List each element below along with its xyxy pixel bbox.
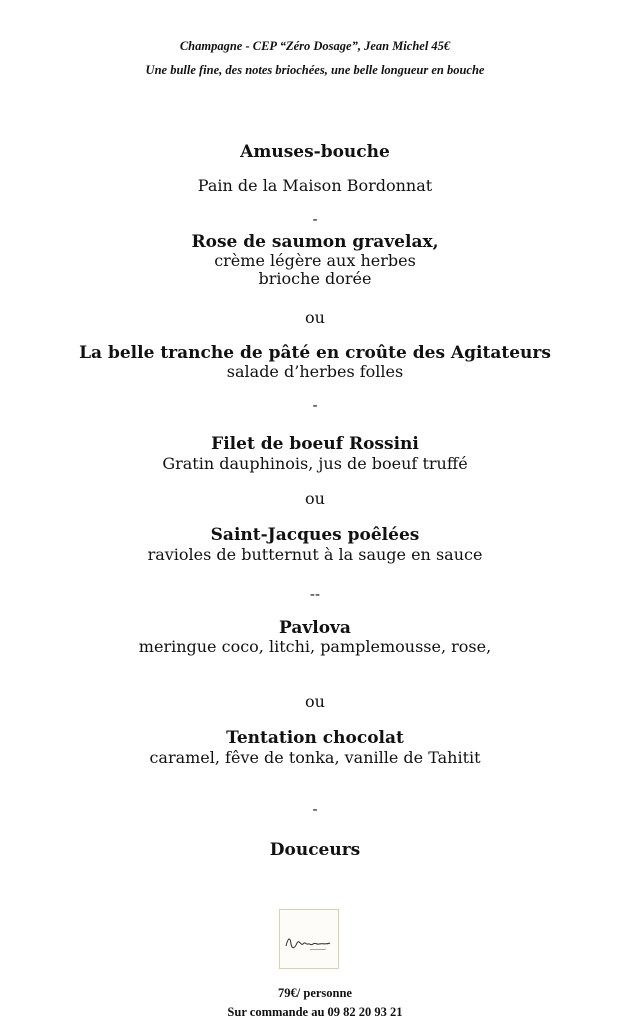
separator-2: - [312,396,318,414]
main-1-heading: Filet de boeuf Rossini [211,434,419,454]
douceurs-heading: Douceurs [269,840,361,860]
champagne-description: Une bulle fine, des notes briochées, une belle longueur en bouche [145,63,485,77]
dessert-1-heading: Pavlova [279,618,351,638]
dessert-2-line-1: caramel, fêve de tonka, vanille de Tahitit [149,748,481,767]
restaurant-logo [279,909,339,969]
dessert-1-line-1: meringue coco, litchi, pamplemousse, rose, [138,637,492,656]
starter-1-line-2: brioche dorée [258,269,372,288]
separator-4: - [312,800,318,818]
order-phone: Sur commande au 09 82 20 93 21 [227,1005,403,1019]
price: 79€/ personne [278,986,352,1000]
separator-1: - [312,210,318,228]
or-1: ou [305,308,325,327]
separator-3: -- [309,585,321,603]
amuse-bouche-heading: Amuses-bouche [240,142,390,162]
dessert-2-heading: Tentation chocolat [226,728,404,748]
amuse-bouche-description: Pain de la Maison Bordonnat [197,176,433,195]
or-2: ou [305,489,325,508]
main-2-line-1: ravioles de butternut à la sauge en sauce [147,545,483,564]
starter-1-heading: Rose de saumon gravelax, [191,232,439,252]
champagne-title: Champagne - CEP “Zéro Dosage”, Jean Michel 45€ [179,39,451,53]
main-2-heading: Saint-Jacques poêlées [210,525,420,545]
starter-2-line-1: salade d’herbes folles [226,362,404,381]
main-1-line-1: Gratin dauphinois, jus de boeuf truffé [162,454,468,473]
logo-signature-icon [280,910,338,968]
starter-2-heading: La belle tranche de pâté en croûte des Agitateurs [79,343,551,363]
or-3: ou [305,692,325,711]
starter-1-line-1: crème légère aux herbes [214,251,416,270]
